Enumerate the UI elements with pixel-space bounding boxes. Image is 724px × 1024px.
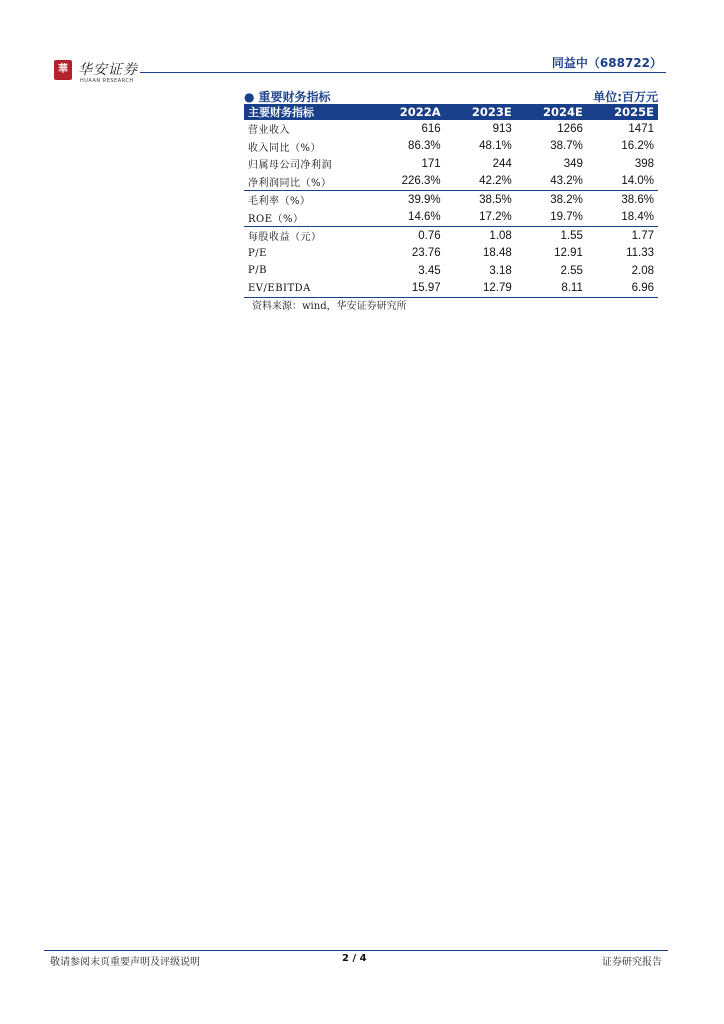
table-cell: 11.33 [626, 247, 654, 260]
table-cell: 1471 [628, 122, 654, 135]
unit-label: 单位:百万元 [593, 90, 658, 104]
table-cell: 2.08 [631, 264, 654, 277]
table-row [244, 245, 658, 263]
table-cell: 616 [421, 122, 441, 135]
column-header: 2023E [445, 104, 516, 120]
table-cell: 12.91 [554, 247, 583, 260]
table-header-row [244, 104, 658, 120]
table-row [244, 155, 658, 173]
source-note: 资料来源：wind，华安证券研究所 [252, 301, 407, 312]
table-cell: 17.2% [445, 209, 516, 227]
table-cell: 14.0% [587, 173, 658, 191]
table-cell: 16.2% [621, 140, 654, 153]
table-row [244, 280, 658, 298]
row-label: ROE（%） [244, 209, 372, 227]
table-row [244, 173, 658, 191]
header-divider [140, 72, 666, 73]
table-row [244, 227, 658, 245]
table-cell: 19.7% [516, 209, 587, 227]
table-cell: 1.55 [560, 229, 583, 242]
table-cell: 43.2% [516, 173, 587, 191]
footer-divider [44, 950, 668, 951]
column-header: 2024E [516, 104, 587, 120]
financial-indicators-table [244, 104, 658, 298]
table-cell: 18.48 [482, 247, 512, 260]
table-cell: 398 [634, 157, 654, 170]
table-cell: 38.2% [550, 193, 583, 206]
table-cell: 913 [492, 122, 512, 135]
table-cell: 23.76 [411, 247, 441, 260]
section-title [244, 88, 331, 105]
table-cell: 15.97 [372, 280, 445, 298]
table-row [244, 120, 658, 138]
row-label: EV/EBITDA [244, 280, 372, 298]
bullet-icon: ● [244, 90, 255, 104]
table-cell: 38.6% [621, 193, 654, 206]
row-label: 毛利率（%） [248, 196, 311, 208]
table-cell: 42.2% [445, 173, 516, 191]
row-label: 归属母公司净利润 [248, 160, 332, 172]
table-cell: 1.08 [489, 229, 512, 242]
table-cell: 349 [563, 157, 583, 170]
table-row [244, 191, 658, 209]
table-cell: 0.76 [418, 229, 441, 242]
row-label: 营业收入 [248, 125, 290, 137]
report-type: 证券研究报告 [602, 957, 662, 968]
logo-chinese-name: 华安证券 [78, 62, 138, 78]
logo-english-name: HUAAN RESEARCH [80, 78, 134, 84]
company-ticker: 同益中（688722） [551, 56, 662, 70]
column-header: 主要财务指标 [244, 104, 372, 120]
table-cell: 48.1% [479, 140, 512, 153]
table-cell: 39.9% [408, 193, 441, 206]
page-number: 2 / 4 [342, 953, 367, 964]
table-cell: 1266 [557, 122, 583, 135]
table-cell: 38.7% [550, 140, 583, 153]
table-cell: 12.79 [445, 280, 516, 298]
table-row [244, 209, 658, 227]
table-cell: 14.6% [372, 209, 445, 227]
row-label: P/E [248, 247, 267, 259]
row-label: 净利润同比（%） [244, 173, 372, 191]
table-cell: 6.96 [587, 280, 658, 298]
table-row [244, 138, 658, 156]
table-cell: 86.3% [408, 140, 441, 153]
table-cell: 8.11 [516, 280, 587, 298]
table-row [244, 262, 658, 280]
column-header: 2025E [587, 104, 658, 120]
row-label: P/B [248, 265, 267, 277]
table-cell: 1.77 [631, 229, 654, 242]
table-cell: 171 [421, 157, 441, 170]
table-cell: 2.55 [560, 264, 583, 277]
table-cell: 244 [492, 157, 512, 170]
table-cell: 18.4% [587, 209, 658, 227]
table-cell: 3.18 [489, 264, 512, 277]
page-header [0, 0, 724, 90]
row-label: 收入同比（%） [248, 142, 322, 154]
table-cell: 3.45 [418, 264, 441, 277]
column-header: 2022A [372, 104, 445, 120]
huaan-logo-icon: 華 [54, 60, 72, 80]
table-cell: 38.5% [479, 193, 512, 206]
row-label: 每股收益（元） [248, 232, 322, 244]
disclaimer-note: 敬请参阅末页重要声明及评级说明 [50, 957, 200, 968]
section-title-text: 重要财务指标 [258, 90, 331, 104]
table-cell: 226.3% [372, 173, 445, 191]
